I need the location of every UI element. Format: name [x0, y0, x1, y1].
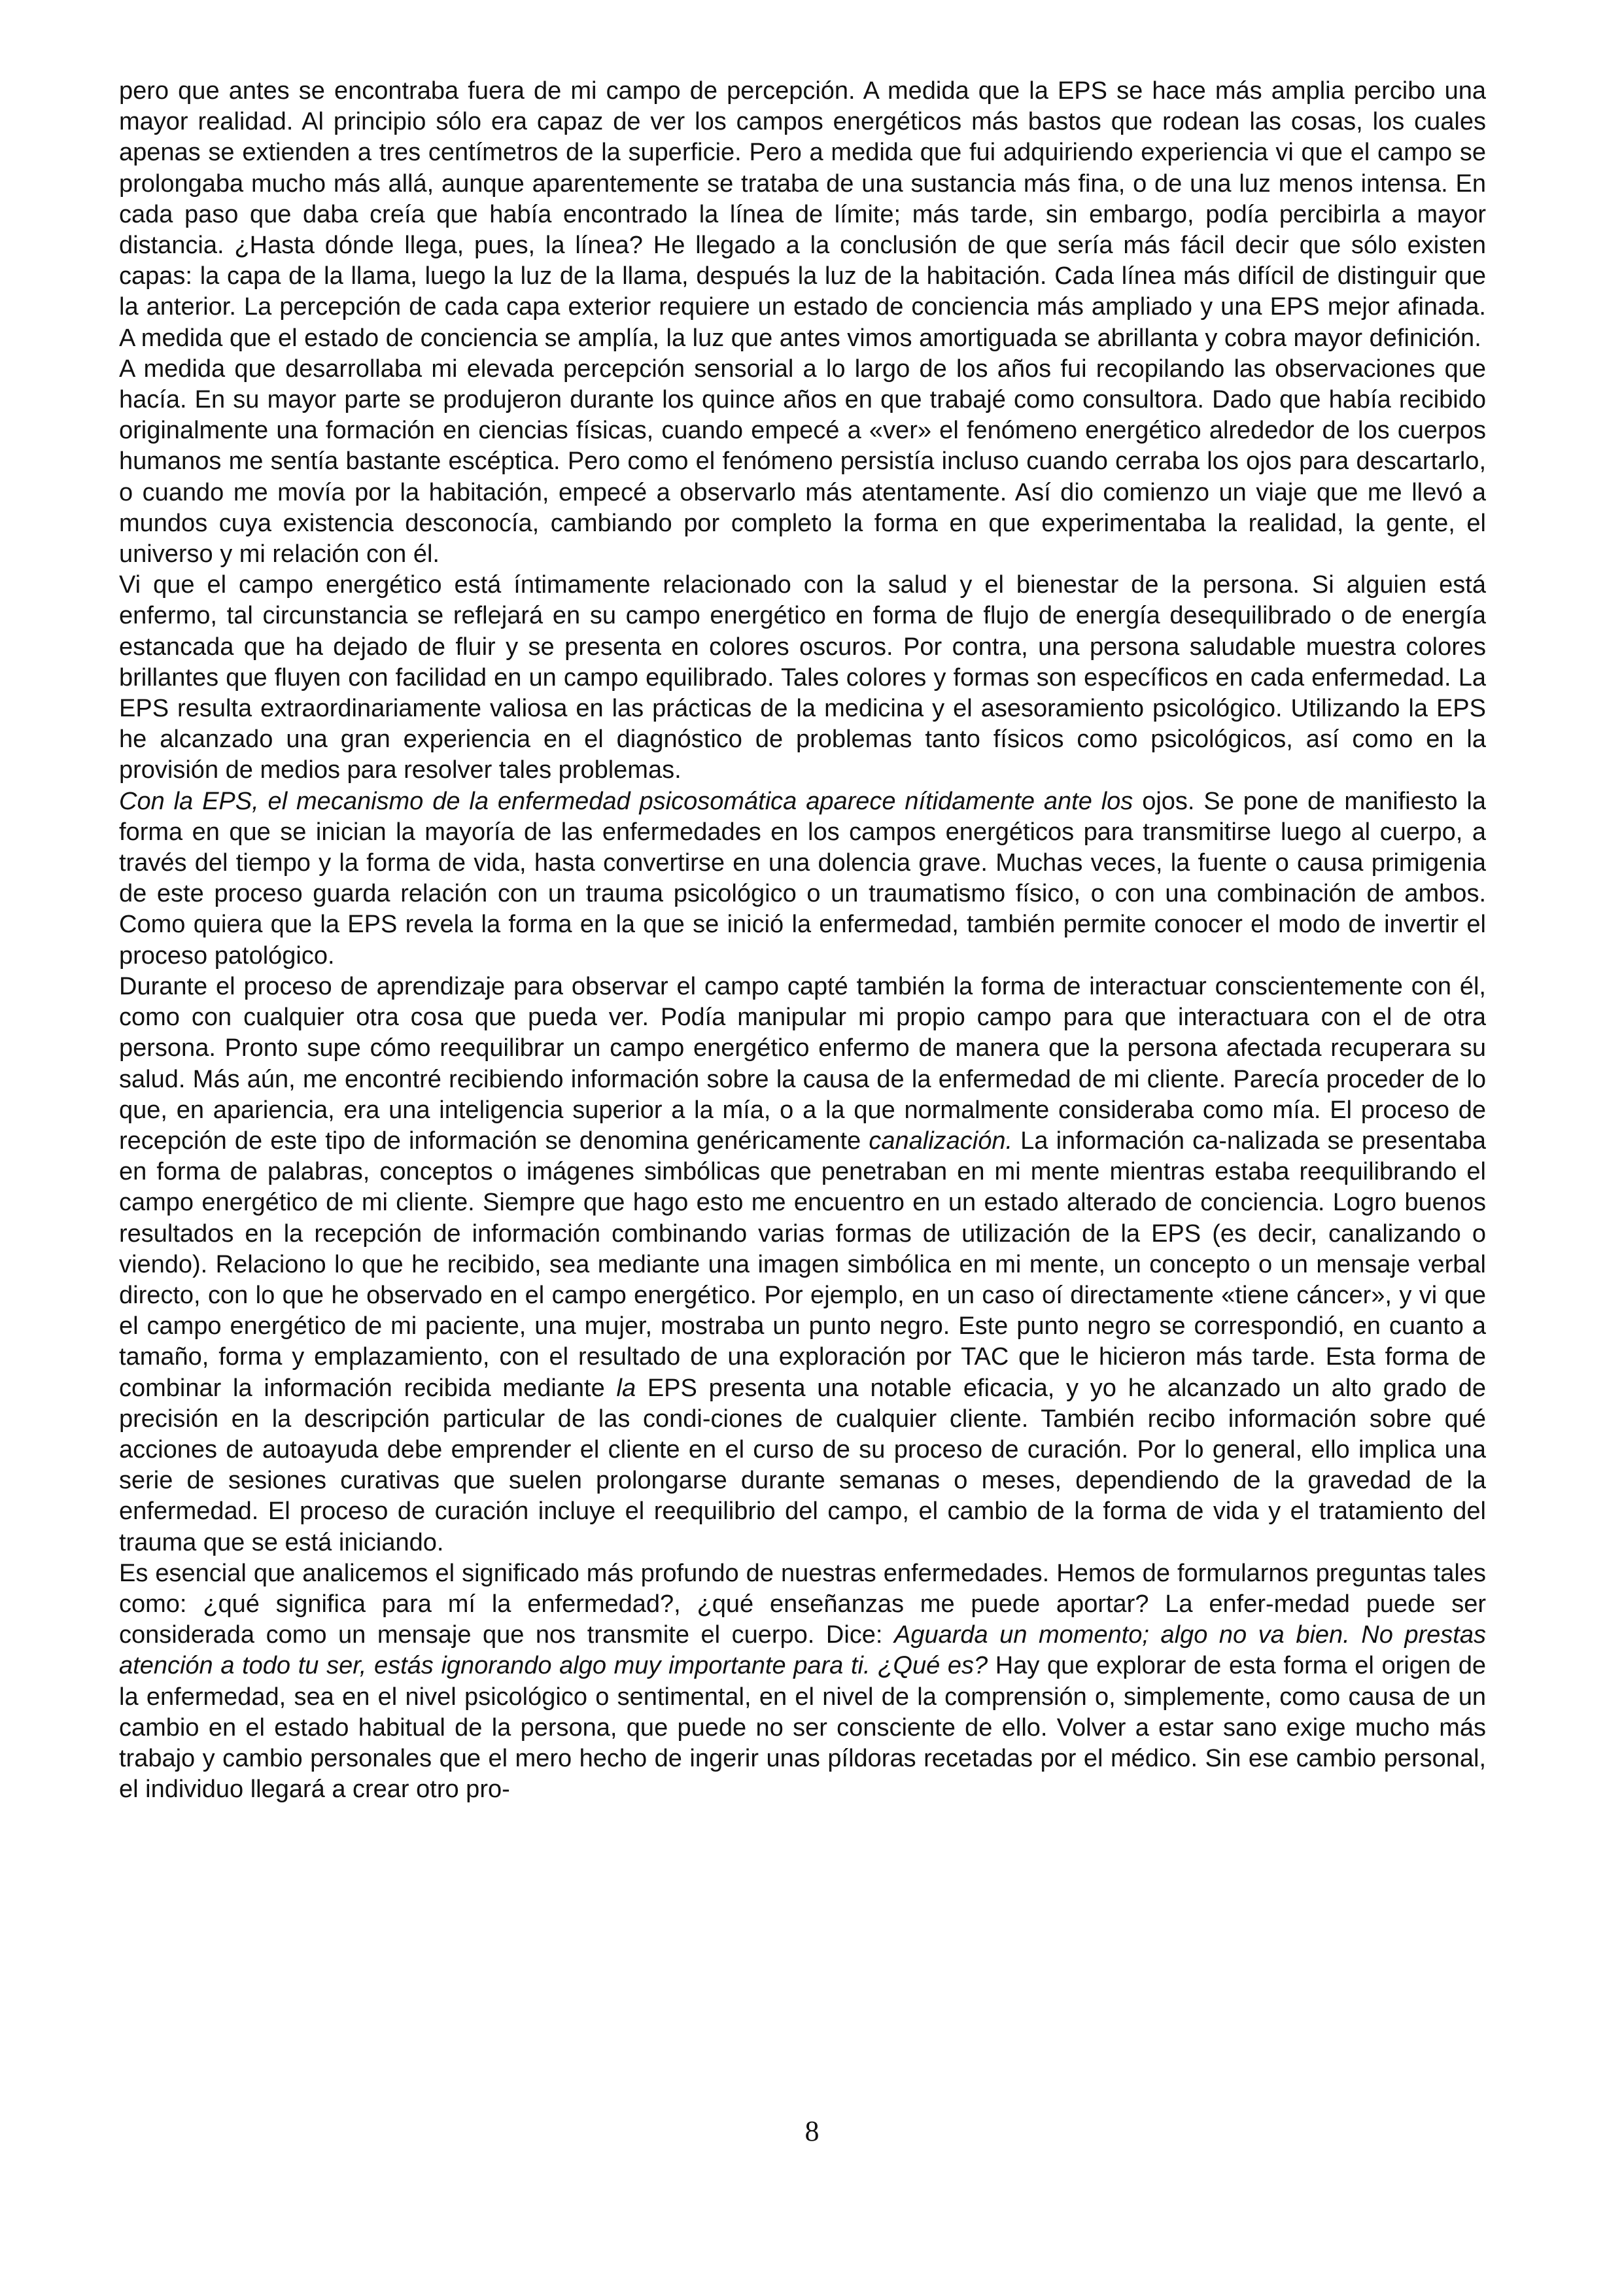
text-segment: Es esencial que analicemos el significado más profundo de nuestras enfermedades. Hemos de formularnos preguntas tales como: ¿qué significa para mí la enfermedad?, ¿qué enseñanzas me puede aportar? La enfer-medad puede ser considerada como un mensaje que nos transmite el cuerpo. Dice: [119, 1559, 1486, 1649]
text-segment: pero que antes se encontraba fuera de mi campo de percepción. A medida que la EPS se hace más amplia percibo una mayor realidad. Al principio sólo era capaz de ver los campos energéticos más bastos que rodean las cosas, los cuales apenas se extienden a tres centímetros de la superficie. Pero a medida que fui adquiriendo experiencia vi que el campo se prolongaba mucho más allá, aunque aparentemente se trataba de una sustancia más fina, o de una luz menos intensa. En cada paso que daba creía que había encontrado la línea de límite; más tarde, sin embargo, podía percibirla a mayor distancia. ¿Hasta dónde llega, pues, la línea? He llegado a la conclusión de que sería más fácil decir que sólo existen capas: la capa de la llama, luego la luz de la llama, después la luz de la habitación. Cada línea más difícil de distinguir que la anterior. La percepción de cada capa exterior requiere un estado de conciencia más ampliado y una EPS mejor afinada. A medida que el estado de conciencia se amplía, la luz que antes vimos amortiguada se abrillanta y cobra mayor definición. [119, 77, 1486, 352]
italic-text-segment: la [616, 1374, 636, 1402]
text-segment: EPS presenta una notable eficacia, y yo he alcanzado un alto grado de precisión en la descripción particular de las condi-ciones de cualquier cliente. También recibo información sobre qué acciones de autoayuda debe emprender el cliente en el curso de su proceso de curación. Por lo general, ello implica una serie de sesiones curativas que suelen prolongarse durante semanas o meses, dependiendo de la gravedad de la enfermedad. El proceso de curación incluye el reequilibrio del campo, el cambio de la forma de vida y el tratamiento del trauma que se está iniciando. [119, 1374, 1487, 1556]
text-segment: Hay que explorar de esta forma el origen de la enfermedad, sea en el nivel psicológico o sentimental, en el nivel de la comprensión o, simplemente, como causa de un cambio en el estado habitual de la persona, que puede no ser consciente de ello. Volver a estar sano exige mucho más trabajo y cambio personales que el mero hecho de ingerir unas píldoras recetadas por el médico. Sin ese cambio personal, el individuo llegará a crear otro pro- [119, 1652, 1487, 1804]
page-number: 8 [804, 2115, 820, 2147]
text-segment: Vi que el campo energético está íntimamente relacionado con la salud y el bienestar de la persona. Si alguien está enfermo, tal circunstancia se reflejará en su campo energético en forma de flujo de energía desequilibrado o de energía estancada que ha dejado de fluir y se presenta en colores oscuros. Por contra, una persona saludable muestra colores brillantes que fluyen con facilidad en un campo equilibrado. Tales colores y formas son específicos en cada enfermedad. La EPS resulta extraordinariamente valiosa en las prácticas de la medicina y el asesoramiento psicológico. Utilizando la EPS he alcanzado una gran experiencia en el diagnóstico de problemas tanto físicos como psicológicos, así como en la provisión de medios para resolver tales problemas. [119, 571, 1486, 784]
text-segment: A medida que desarrollaba mi elevada percepción sensorial a lo largo de los años fui recopilando las observaciones que hacía. En su mayor parte se produjeron durante los quince años en que trabajé como consultora. Dado que había recibido originalmente una formación en ciencias físicas, cuando empecé a «ver» el fenómeno energético alrededor de los cuerpos humanos me sentía bastante escéptica. Pero como el fenómeno persistía incluso cuando cerraba los ojos para descartarlo, o cuando me movía por la habitación, empecé a observarlo más atentamente. Así dio comienzo un viaje que me llevó a mundos cuya existencia desconocía, cambiando por completo la forma en que experimentaba la realidad, la gente, el universo y mi relación con él. [119, 355, 1486, 569]
text-segment: Durante el proceso de aprendizaje para observar el campo capté también la forma de interactuar conscientemente con él, como con cualquier otra cosa que pueda ver. Podía manipular mi propio campo para que interactuara con el de otra persona. Pronto supe cómo reequilibrar un campo energético enfermo de manera que la persona afectada recuperara su salud. Más aún, me encontré recibiendo información sobre la causa de la enfermedad de mi cliente. Parecía proceder de lo que, en apariencia, era una inteligencia superior a la mía, o a la que normalmente consideraba como mía. El proceso de recepción de este tipo de información se denomina genéricamente [119, 972, 1486, 1155]
body-text [119, 76, 1486, 1805]
italic-text-segment: Con la EPS, el mecanismo de la enfermedad psicosomática aparece nítidamente ante los [119, 787, 1133, 815]
paragraph [119, 354, 1486, 570]
paragraph [119, 972, 1486, 1558]
paragraph [119, 570, 1486, 786]
paragraph [119, 786, 1486, 972]
italic-text-segment: Aguarda un momento; algo no va bien. No prestas atención a todo tu ser, estás ignorando algo muy importante para ti. ¿Qué es? [119, 1621, 1486, 1680]
text-segment: La información ca-nalizada se presentaba en forma de palabras, conceptos o imágenes simbólicas que penetraban en mi mente mientras estaba reequilibrando el campo energético de mi cliente. Siempre que hago esto me encuentro en un estado alterado de conciencia. Logro buenos resultados en la recepción de información combinando varias formas de utilización de la EPS (es decir, canalizando o viendo). Relaciono lo que he recibido, sea mediante una imagen simbólica en mi mente, un concepto o un mensaje verbal directo, con lo que he observado en el campo energético. Por ejemplo, en un caso oí directamente «tiene cáncer», y vi que el campo energético de mi paciente, una mujer, mostraba un punto negro. Este punto negro se correspondió, en cuanto a tamaño, forma y emplazamiento, con el resultado de una exploración por TAC que le hicieron más tarde. Esta forma de combinar la información recibida mediante [119, 1127, 1486, 1402]
paragraph [119, 1558, 1486, 1806]
paragraph [119, 76, 1486, 354]
text-segment: ojos. Se pone de manifiesto la forma en que se inician la mayoría de las enfermedades en los campos energéticos para transmitirse luego al cuerpo, a través del tiempo y la forma de vida, hasta convertirse en una dolencia grave. Muchas veces, la fuente o causa primigenia de este proceso guarda relación con un trauma psicológico o un traumatismo físico, o con una combinación de ambos. Como quiera que la EPS revela la forma en la que se inició la enfermedad, también permite conocer el modo de invertir el proceso patológico. [119, 787, 1486, 970]
italic-text-segment: canalización. [869, 1127, 1013, 1155]
